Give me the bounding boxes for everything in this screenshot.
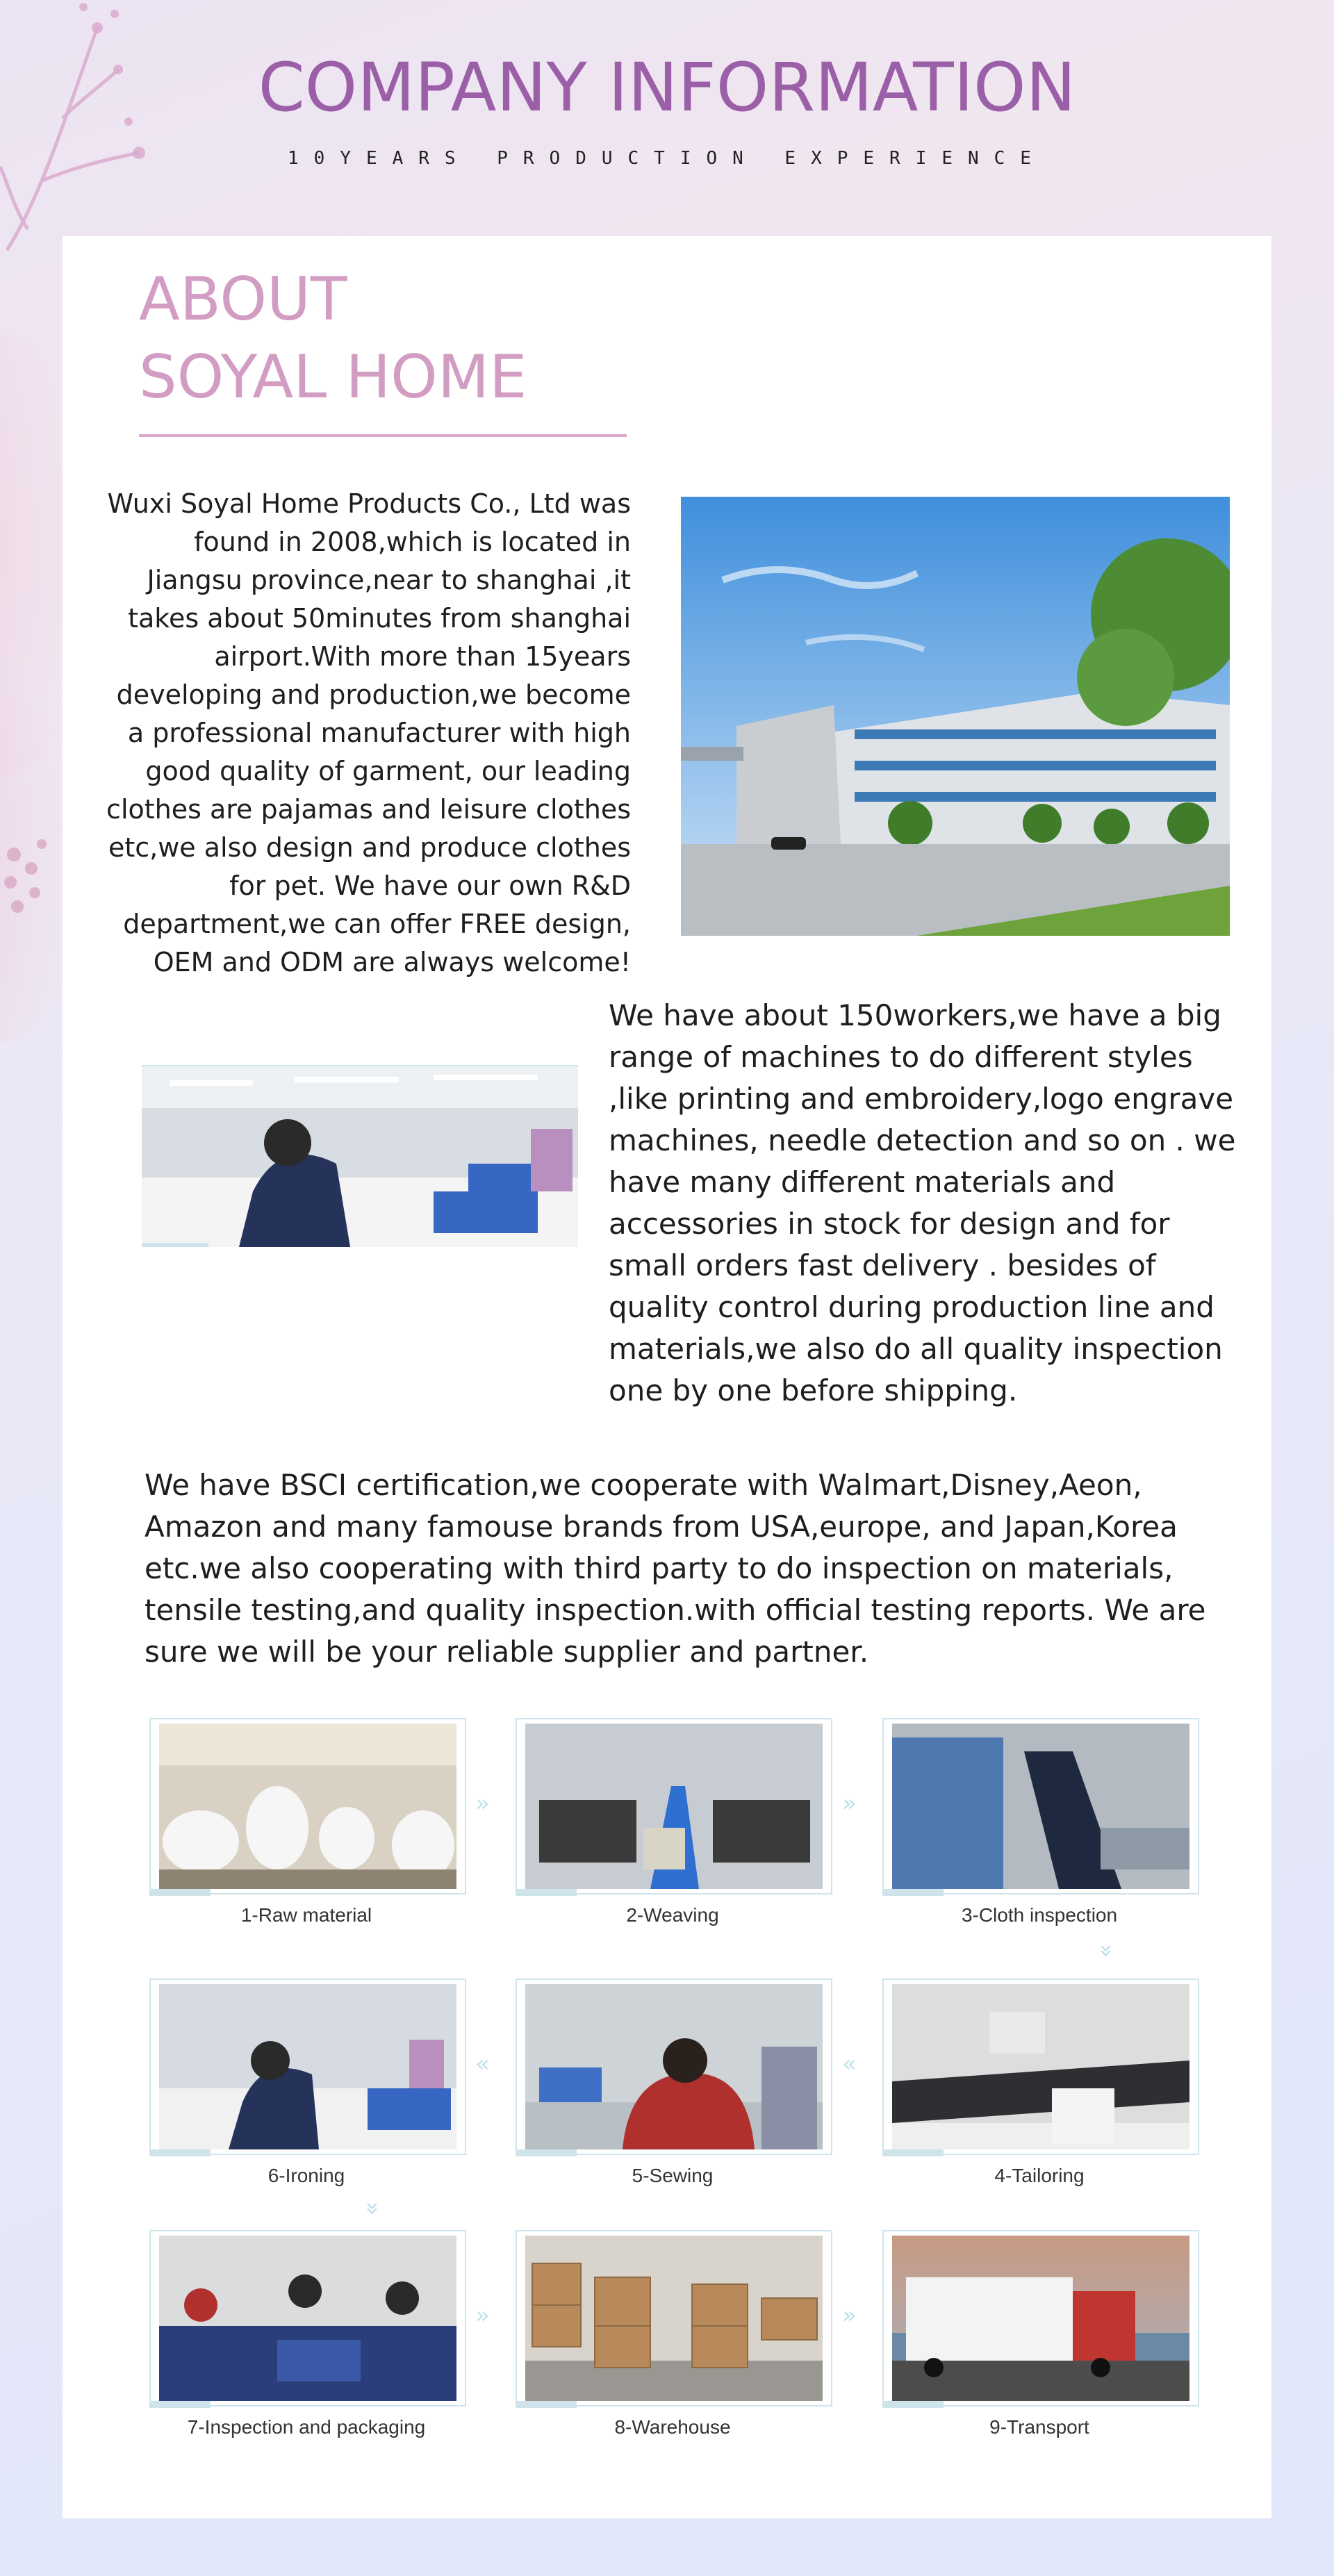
inspection-packaging-photo <box>159 2236 456 2401</box>
page-subtitle: 10YEARS PRODUCTION EXPERIENCE <box>288 148 1046 169</box>
tailoring-photo <box>892 1984 1189 2149</box>
about-divider <box>139 434 627 437</box>
step-label-tailoring: 4-Tailoring <box>994 2165 1085 2186</box>
double-chevron-down-icon: » <box>1092 1943 1121 1958</box>
double-chevron-right-icon: » <box>475 1790 490 1817</box>
frame-accent-tab <box>882 1889 944 1896</box>
page-title: COMPANY INFORMATION <box>258 49 1076 126</box>
about-heading-line1: ABOUT <box>139 265 347 334</box>
step-label-ironing: 6-Ironing <box>267 2165 345 2186</box>
frame-accent-tab <box>149 2149 211 2156</box>
step-label-cloth-inspection: 3-Cloth inspection <box>961 1904 1118 1926</box>
frame-accent-tab <box>516 2401 577 2408</box>
certification-paragraph: We have BSCI certification,we cooperate with Walmart,Disney,Aeon, Amazon and many famouse brands from USA,europe, and Japan,Korea etc.we also cooperating with third party to do inspection on materials, tensile testing,and quality inspection.with official testing reports. We are sure we will be your reliable supplier and partner. <box>145 1468 1206 1669</box>
factory-building-photo <box>681 497 1230 936</box>
process-step-weaving <box>516 1718 832 1894</box>
about-heading <box>139 261 527 416</box>
step-label-warehouse: 8-Warehouse <box>614 2416 731 2438</box>
transport-photo <box>892 2236 1189 2401</box>
content-card <box>63 236 1271 2518</box>
process-step-inspection-packaging <box>149 2230 466 2406</box>
process-step-raw-material <box>149 1718 466 1894</box>
about-heading-line2: SOYAL HOME <box>139 342 527 412</box>
double-chevron-right-icon: » <box>842 1790 857 1817</box>
double-chevron-right-icon: » <box>475 2302 490 2329</box>
step-label-raw-material: 1-Raw material <box>240 1904 372 1926</box>
step-label-inspection-packaging: 7-Inspection and packaging <box>187 2416 426 2438</box>
process-step-transport <box>882 2230 1199 2406</box>
raw-material-photo <box>159 1724 456 1889</box>
ironing-photo <box>159 1984 456 2149</box>
cloth-inspection-photo <box>892 1724 1189 1889</box>
intro-paragraph: Wuxi Soyal Home Products Co., Ltd was found in 2008,which is located in Jiangsu province,near to shanghai ,it takes about 50minutes from shanghai airport.With more than 15years developing and production,we become a professional manufacturer with high good quality of garment, our leading clothes are pajamas and leisure clothes etc,we also design and produce clothes for pet. We have our own R&D department,we can offer FREE design, OEM and ODM are always welcome! <box>106 488 631 977</box>
sewing-workshop-photo <box>142 1065 578 1247</box>
step-label-transport: 9-Transport <box>989 2416 1089 2438</box>
frame-accent-tab <box>516 2149 577 2156</box>
double-chevron-left-icon: « <box>475 2050 490 2078</box>
step-label-weaving: 2-Weaving <box>626 1904 719 1926</box>
frame-accent-tab <box>149 2401 211 2408</box>
process-step-sewing <box>516 1979 832 2155</box>
sewing-photo <box>525 1984 823 2149</box>
process-step-cloth-inspection <box>882 1718 1199 1894</box>
frame-accent-tab <box>882 2149 944 2156</box>
process-step-ironing <box>149 1979 466 2155</box>
double-chevron-down-icon: » <box>359 2201 387 2216</box>
process-step-tailoring <box>882 1979 1199 2155</box>
step-label-sewing: 5-Sewing <box>632 2165 714 2186</box>
frame-accent-tab <box>516 1889 577 1896</box>
frame-accent-tab <box>149 1889 211 1896</box>
frame-accent-tab <box>882 2401 944 2408</box>
double-chevron-right-icon: » <box>842 2302 857 2329</box>
warehouse-photo <box>525 2236 823 2401</box>
workers-paragraph: We have about 150workers,we have a big range of machines to do different styles ,like printing and embroidery,logo engrave machines, needle detection and so on . we have many different materials and accessories in stock for design and for small orders fast delivery . besides of quality control during production line and materials,we also do all quality inspection one by one before shipping. <box>609 998 1236 1407</box>
process-step-warehouse <box>516 2230 832 2406</box>
weaving-photo <box>525 1724 823 1889</box>
double-chevron-left-icon: « <box>842 2050 857 2078</box>
